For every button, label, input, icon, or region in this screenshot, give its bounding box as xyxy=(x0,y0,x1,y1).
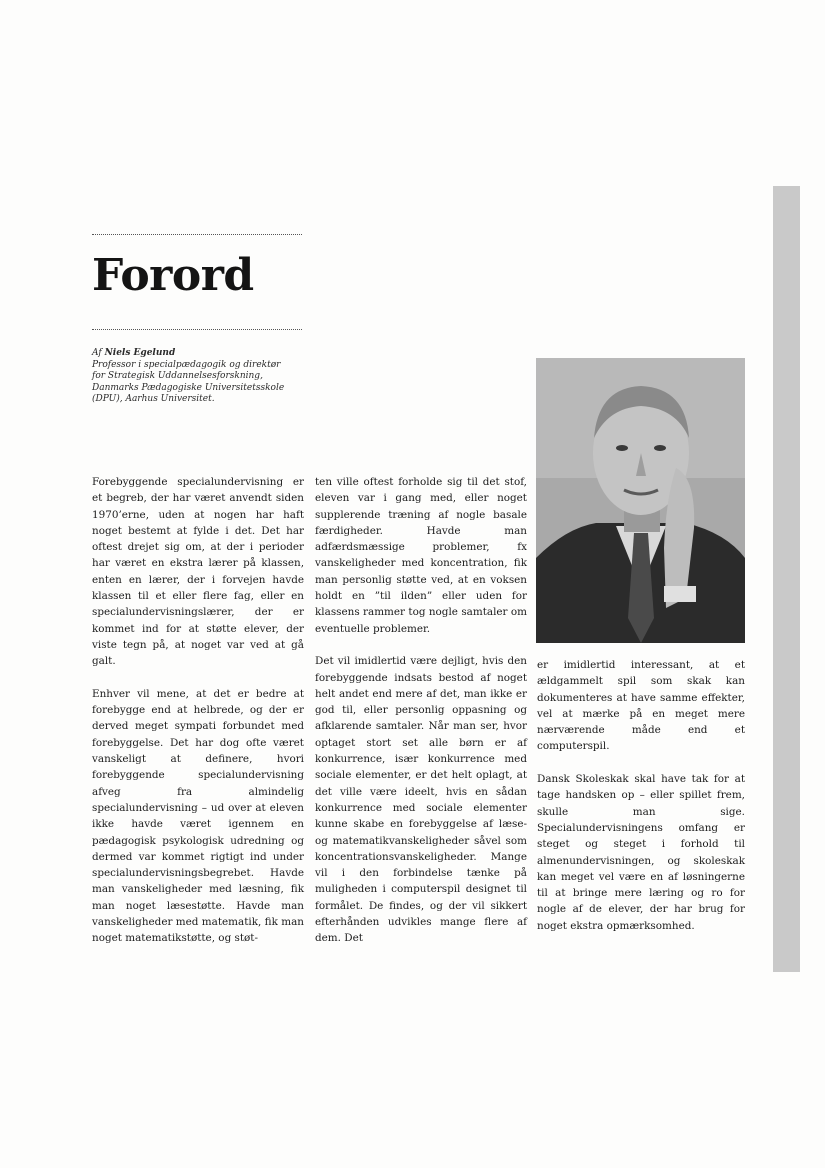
rule-bottom xyxy=(92,329,302,330)
body-column-3 xyxy=(537,657,745,950)
col2-paragraph-1: ten ville oftest forholde sig til det stof, eleven var i gang med, eller noget supplerende træning af nogle basale færdigheder. Havde man adfærdsmæssige problemer, fx vanskeligheder med koncentration, fik man personlig støtte ved, at en voksen holdt en ”til ilden” eller uden for klassens rammer tog nogle samtaler om eventuelle problemer. xyxy=(315,476,527,635)
rule-top xyxy=(92,234,302,235)
body-column-2 xyxy=(315,474,527,963)
portrait-photo-icon xyxy=(536,358,745,643)
side-decoration-band xyxy=(773,186,800,972)
byline-prefix: Af xyxy=(92,348,102,358)
byline-author-line xyxy=(92,348,322,360)
col3-paragraph-2: Dansk Skoleskak skal have tak for at tage handsken op – eller spillet frem, skulle man sige. Specialundervisningens omfang er steget og steget i forhold til almenundervisningen, og skoleskak kan meget vel være en af løsningerne til at bringe mere læring og ro for nogle af de elever, der har brug for noget ekstra opmærksomhed. xyxy=(537,773,745,932)
author-portrait-photo xyxy=(536,358,745,643)
col1-paragraph-1: Forebyggende specialundervisning er et begreb, der har været anvendt siden 1970’erne, uden at nogen har haft noget bestemt at fylde i det. Det har oftest drejet sig om, at der i perioder har været en ekstra lærer på klassen, enten en lærer, der i forvejen havde klassen til et eller flere fag, eller en specialundervisningslærer, der er kommet ind for at støtte elever, der viste tegn på, at noget var ved at gå galt. xyxy=(92,476,304,668)
col2-paragraph-2: Det vil imidlertid være dejligt, hvis den forebyggende indsats bestod af noget helt andet end mere af det, man ikke er god til, eller personlig oppasning og afklarende samtaler. Når man ser, hvor optaget stort set alle børn er af konkurrence, især konkurrence med sociale elementer, er det helt oplagt, at det ville være ideelt, hvis en sådan konkurrence med sociale elementer kunne skabe en forebyggelse af læse- og matematikvanskeligheder såvel som koncentrationsvanskeligheder. Mange vil i den forbindelse tænke på muligheden i computerspil designet til formålet. De findes, og der vil sikkert efterhånden udvikles mange flere af dem. Det xyxy=(315,655,527,945)
byline-role-line-2: for Strategisk Uddannelsesforskning, xyxy=(92,371,263,381)
byline xyxy=(92,348,322,406)
byline-role-line-4: (DPU), Aarhus Universitet. xyxy=(92,394,215,404)
byline-author: Niels Egelund xyxy=(104,348,176,358)
byline-role-line-3: Danmarks Pædagogiske Universitetsskole xyxy=(92,382,285,393)
col1-paragraph-2: Enhver vil mene, at det er bedre at forebygge end at helbrede, og der er derved meget sympati forbundet med forebyggelse. Det har dog ofte været vanskeligt at definere, hvori forebyggende specialundervisning afveg fra almindelig specialundervisning – ud over at eleven ikke havde været igennem en pædagogisk psykologisk udredning og dermed var kommet rigtigt ind under specialundervisningsbegrebet. Havde man vanskeligheder med læsning, fik man noget læsestøtte. Havde man vanskeligheder med matematik, fik man noget matematikstøtte, og støt- xyxy=(92,687,304,945)
col3-paragraph-1: er imidlertid interessant, at et ældgammelt spil som skak kan dokumenteres at have samme effekter, vel at mærke på en meget mere nærværende måde end et computerspil. xyxy=(537,659,745,753)
page-title: Forord xyxy=(92,250,254,301)
byline-role-line-1: Professor i specialpædagogik og direktør xyxy=(92,359,281,370)
body-column-1 xyxy=(92,474,304,963)
